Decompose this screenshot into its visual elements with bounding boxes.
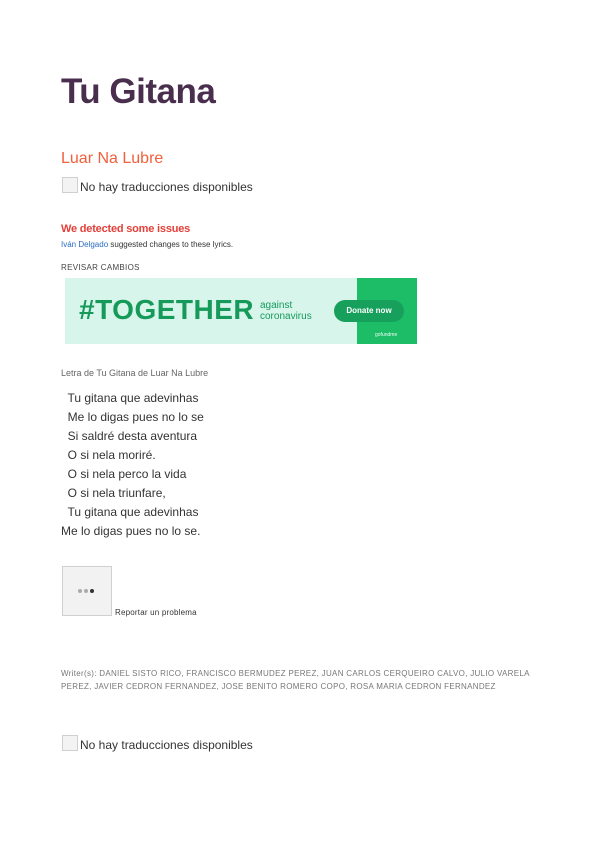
song-title: Tu Gitana — [61, 72, 216, 111]
translations-image — [62, 177, 78, 193]
suggested-changes-text — [61, 240, 233, 249]
translations-row-bottom — [62, 734, 253, 751]
lyric-line: O si nela moriré. — [61, 448, 156, 462]
banner-against-line1: against — [260, 300, 293, 311]
translations-image — [62, 735, 78, 751]
lyric-line: Tu gitana que adevinhas — [61, 391, 199, 405]
review-changes-link[interactable]: REVISAR CAMBIOS — [61, 263, 140, 272]
suggesting-user-link[interactable]: Iván Delgado — [61, 240, 109, 249]
ellipsis-icon — [78, 589, 96, 593]
lyric-line: O si nela perco la vida — [61, 467, 187, 481]
gofundme-logo: gofundme — [375, 332, 398, 338]
lyrics-heading: Letra de Tu Gitana de Luar Na Lubre — [61, 368, 209, 378]
together-banner[interactable] — [65, 278, 417, 344]
banner-against-line2: coronavirus — [260, 311, 312, 322]
banner-against-text — [260, 300, 312, 322]
lyric-line: O si nela triunfare, — [61, 486, 166, 500]
translations-label: No hay traducciones disponibles — [80, 180, 253, 194]
banner-hashtag: #TOGETHER — [79, 294, 255, 325]
writers-credits: Writer(s): DANIEL SISTO RICO, FRANCISCO BERMUDEZ PEREZ, JUAN CARLOS CERQUEIRO CALVO, JULIO VARELA PEREZ, JAVIER CEDRON FERNANDEZ, JOSE BENITO ROMERO COPO, ROSA MARIA CEDRON FERNANDEZ — [61, 669, 530, 691]
more-options-button[interactable] — [62, 566, 112, 616]
translations-row — [62, 176, 253, 193]
translations-label: No hay traducciones disponibles — [80, 738, 253, 752]
donate-button[interactable]: Donate now — [334, 300, 404, 322]
lyric-line: Me lo digas pues no lo se. — [61, 524, 201, 538]
lyric-line: Tu gitana que adevinhas — [61, 505, 199, 519]
report-problem-link[interactable]: Reportar un problema — [115, 608, 197, 617]
artist-link[interactable]: Luar Na Lubre — [61, 150, 164, 167]
lyric-line: Me lo digas pues no lo se — [61, 410, 204, 424]
suggested-text: suggested changes to these lyrics. — [108, 240, 234, 249]
issues-heading: We detected some issues — [61, 223, 191, 235]
lyric-line: Si saldré desta aventura — [61, 429, 198, 443]
lyrics-body — [61, 389, 204, 541]
